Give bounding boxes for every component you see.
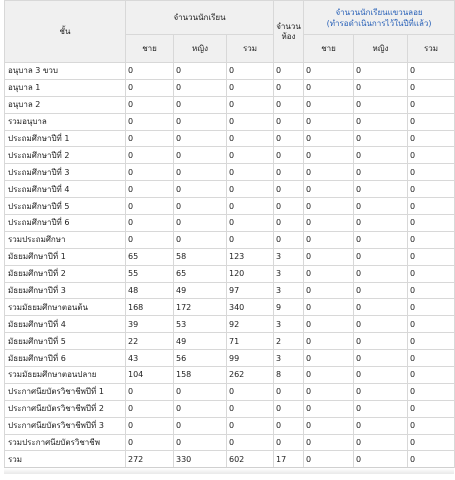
table-row bbox=[5, 63, 455, 80]
cell-b-total: 0 bbox=[408, 451, 455, 468]
cell-total: 0 bbox=[227, 383, 274, 400]
cell-total: 0 bbox=[227, 417, 274, 434]
cell-rooms: 0 bbox=[274, 434, 304, 451]
cell-male: 0 bbox=[126, 215, 174, 232]
cell-male: 39 bbox=[126, 316, 174, 333]
cell-b-male: 0 bbox=[304, 383, 354, 400]
cell-male: 48 bbox=[126, 282, 174, 299]
table-row bbox=[5, 451, 455, 468]
cell-total: 340 bbox=[227, 299, 274, 316]
cell-level: มัธยมศึกษาปีที่ 6 bbox=[5, 350, 126, 367]
student-stats-table bbox=[4, 0, 455, 468]
cell-level: รวมอนุบาล bbox=[5, 113, 126, 130]
cell-b-female: 0 bbox=[354, 282, 408, 299]
cell-b-female: 0 bbox=[354, 113, 408, 130]
cell-b-total: 0 bbox=[408, 333, 455, 350]
cell-b-female: 0 bbox=[354, 248, 408, 265]
cell-total: 97 bbox=[227, 282, 274, 299]
cell-level: อนุบาล 3 ขวบ bbox=[5, 63, 126, 80]
cell-female: 0 bbox=[174, 130, 227, 147]
cell-b-female: 0 bbox=[354, 299, 408, 316]
cell-rooms: 0 bbox=[274, 130, 304, 147]
cell-level: ประถมศึกษาปีที่ 3 bbox=[5, 164, 126, 181]
table-row bbox=[5, 333, 455, 350]
cell-b-total: 0 bbox=[408, 231, 455, 248]
cell-rooms: 0 bbox=[274, 164, 304, 181]
header-male: ชาย bbox=[126, 35, 174, 63]
panel-bottom-edge bbox=[4, 467, 454, 474]
cell-male: 0 bbox=[126, 79, 174, 96]
header-boarding-male: ชาย bbox=[304, 35, 354, 63]
cell-rooms: 0 bbox=[274, 181, 304, 198]
cell-b-total: 0 bbox=[408, 198, 455, 215]
cell-b-male: 0 bbox=[304, 333, 354, 350]
table-row bbox=[5, 147, 455, 164]
table-row bbox=[5, 400, 455, 417]
header-rooms: จำนวนห้อง bbox=[274, 1, 304, 63]
cell-b-total: 0 bbox=[408, 248, 455, 265]
cell-female: 65 bbox=[174, 265, 227, 282]
cell-rooms: 3 bbox=[274, 316, 304, 333]
cell-female: 53 bbox=[174, 316, 227, 333]
cell-b-male: 0 bbox=[304, 215, 354, 232]
header-boarding-line1: จำนวนนักเรียนแขวนลอย bbox=[335, 7, 423, 17]
cell-rooms: 3 bbox=[274, 265, 304, 282]
cell-male: 104 bbox=[126, 367, 174, 384]
header-students-group: จำนวนนักเรียน bbox=[126, 1, 274, 35]
cell-b-female: 0 bbox=[354, 198, 408, 215]
cell-b-female: 0 bbox=[354, 63, 408, 80]
cell-total: 0 bbox=[227, 181, 274, 198]
cell-male: 22 bbox=[126, 333, 174, 350]
header-level: ชั้น bbox=[5, 1, 126, 63]
cell-male: 65 bbox=[126, 248, 174, 265]
cell-b-total: 0 bbox=[408, 63, 455, 80]
cell-male: 0 bbox=[126, 181, 174, 198]
cell-b-male: 0 bbox=[304, 316, 354, 333]
cell-b-female: 0 bbox=[354, 400, 408, 417]
cell-total: 123 bbox=[227, 248, 274, 265]
cell-b-female: 0 bbox=[354, 417, 408, 434]
cell-female: 0 bbox=[174, 181, 227, 198]
cell-b-total: 0 bbox=[408, 383, 455, 400]
cell-level: ประถมศึกษาปีที่ 4 bbox=[5, 181, 126, 198]
cell-b-male: 0 bbox=[304, 434, 354, 451]
cell-level: รวมมัธยมศึกษาตอนต้น bbox=[5, 299, 126, 316]
cell-total: 0 bbox=[227, 231, 274, 248]
cell-rooms: 2 bbox=[274, 333, 304, 350]
cell-female: 0 bbox=[174, 96, 227, 113]
cell-level: มัธยมศึกษาปีที่ 2 bbox=[5, 265, 126, 282]
cell-level: รวมประถมศึกษา bbox=[5, 231, 126, 248]
header-boarding-group bbox=[304, 1, 455, 35]
cell-rooms: 8 bbox=[274, 367, 304, 384]
table-row bbox=[5, 215, 455, 232]
cell-level: ประถมศึกษาปีที่ 1 bbox=[5, 130, 126, 147]
cell-total: 0 bbox=[227, 113, 274, 130]
cell-total: 0 bbox=[227, 215, 274, 232]
cell-b-total: 0 bbox=[408, 79, 455, 96]
cell-b-total: 0 bbox=[408, 130, 455, 147]
cell-female: 0 bbox=[174, 434, 227, 451]
cell-male: 0 bbox=[126, 400, 174, 417]
cell-total: 0 bbox=[227, 79, 274, 96]
cell-b-female: 0 bbox=[354, 164, 408, 181]
table-row bbox=[5, 79, 455, 96]
cell-female: 0 bbox=[174, 198, 227, 215]
cell-total: 71 bbox=[227, 333, 274, 350]
cell-rooms: 0 bbox=[274, 400, 304, 417]
cell-b-female: 0 bbox=[354, 316, 408, 333]
cell-b-male: 0 bbox=[304, 79, 354, 96]
cell-female: 56 bbox=[174, 350, 227, 367]
cell-total: 0 bbox=[227, 434, 274, 451]
cell-rooms: 3 bbox=[274, 282, 304, 299]
cell-b-male: 0 bbox=[304, 400, 354, 417]
table-row bbox=[5, 434, 455, 451]
table-row bbox=[5, 130, 455, 147]
cell-rooms: 3 bbox=[274, 248, 304, 265]
cell-female: 0 bbox=[174, 231, 227, 248]
cell-level: ประถมศึกษาปีที่ 6 bbox=[5, 215, 126, 232]
cell-total: 0 bbox=[227, 96, 274, 113]
table-body bbox=[5, 63, 455, 468]
cell-female: 172 bbox=[174, 299, 227, 316]
cell-b-female: 0 bbox=[354, 147, 408, 164]
cell-rooms: 0 bbox=[274, 79, 304, 96]
cell-level: ประถมศึกษาปีที่ 5 bbox=[5, 198, 126, 215]
table-header bbox=[5, 1, 455, 63]
cell-male: 0 bbox=[126, 417, 174, 434]
cell-male: 0 bbox=[126, 147, 174, 164]
cell-female: 0 bbox=[174, 79, 227, 96]
cell-b-male: 0 bbox=[304, 198, 354, 215]
cell-female: 0 bbox=[174, 113, 227, 130]
cell-rooms: 0 bbox=[274, 417, 304, 434]
cell-total: 0 bbox=[227, 400, 274, 417]
cell-b-male: 0 bbox=[304, 451, 354, 468]
cell-level: ประถมศึกษาปีที่ 2 bbox=[5, 147, 126, 164]
cell-b-male: 0 bbox=[304, 367, 354, 384]
cell-b-female: 0 bbox=[354, 434, 408, 451]
cell-male: 168 bbox=[126, 299, 174, 316]
cell-b-female: 0 bbox=[354, 350, 408, 367]
cell-male: 0 bbox=[126, 96, 174, 113]
cell-level: รวมมัธยมศึกษาตอนปลาย bbox=[5, 367, 126, 384]
cell-b-male: 0 bbox=[304, 265, 354, 282]
cell-male: 272 bbox=[126, 451, 174, 468]
cell-level: รวม bbox=[5, 451, 126, 468]
table-row bbox=[5, 367, 455, 384]
cell-b-total: 0 bbox=[408, 96, 455, 113]
cell-total: 99 bbox=[227, 350, 274, 367]
cell-total: 602 bbox=[227, 451, 274, 468]
cell-b-total: 0 bbox=[408, 434, 455, 451]
table-row bbox=[5, 181, 455, 198]
cell-b-total: 0 bbox=[408, 282, 455, 299]
cell-level: ประกาศนียบัตรวิชาชีพปีที่ 2 bbox=[5, 400, 126, 417]
cell-female: 158 bbox=[174, 367, 227, 384]
cell-female: 0 bbox=[174, 164, 227, 181]
student-stats-panel bbox=[4, 0, 454, 474]
table-row bbox=[5, 350, 455, 367]
cell-total: 120 bbox=[227, 265, 274, 282]
cell-rooms: 0 bbox=[274, 63, 304, 80]
cell-female: 0 bbox=[174, 63, 227, 80]
header-boarding-total: รวม bbox=[408, 35, 455, 63]
cell-b-male: 0 bbox=[304, 417, 354, 434]
cell-total: 92 bbox=[227, 316, 274, 333]
cell-male: 0 bbox=[126, 231, 174, 248]
cell-male: 0 bbox=[126, 130, 174, 147]
cell-rooms: 3 bbox=[274, 350, 304, 367]
table-row bbox=[5, 417, 455, 434]
cell-b-total: 0 bbox=[408, 367, 455, 384]
cell-b-total: 0 bbox=[408, 181, 455, 198]
table-row bbox=[5, 299, 455, 316]
table-row bbox=[5, 198, 455, 215]
cell-rooms: 0 bbox=[274, 147, 304, 164]
cell-b-total: 0 bbox=[408, 316, 455, 333]
cell-female: 0 bbox=[174, 417, 227, 434]
table-row bbox=[5, 231, 455, 248]
cell-male: 0 bbox=[126, 434, 174, 451]
cell-b-total: 0 bbox=[408, 299, 455, 316]
cell-male: 0 bbox=[126, 198, 174, 215]
cell-female: 0 bbox=[174, 215, 227, 232]
cell-male: 0 bbox=[126, 63, 174, 80]
cell-rooms: 0 bbox=[274, 198, 304, 215]
header-boarding-line2: (ทำรอดำเนินการไว้ในปีที่แล้ว) bbox=[326, 18, 432, 28]
cell-rooms: 0 bbox=[274, 215, 304, 232]
cell-b-male: 0 bbox=[304, 130, 354, 147]
table-row bbox=[5, 383, 455, 400]
cell-b-male: 0 bbox=[304, 350, 354, 367]
cell-rooms: 9 bbox=[274, 299, 304, 316]
cell-b-male: 0 bbox=[304, 231, 354, 248]
cell-level: อนุบาล 1 bbox=[5, 79, 126, 96]
cell-b-male: 0 bbox=[304, 282, 354, 299]
cell-female: 330 bbox=[174, 451, 227, 468]
cell-b-female: 0 bbox=[354, 383, 408, 400]
cell-total: 0 bbox=[227, 164, 274, 181]
table-row bbox=[5, 164, 455, 181]
table-row bbox=[5, 113, 455, 130]
cell-b-male: 0 bbox=[304, 63, 354, 80]
cell-level: ประกาศนียบัตรวิชาชีพปีที่ 1 bbox=[5, 383, 126, 400]
cell-b-male: 0 bbox=[304, 113, 354, 130]
cell-b-total: 0 bbox=[408, 265, 455, 282]
cell-b-female: 0 bbox=[354, 451, 408, 468]
table-row bbox=[5, 96, 455, 113]
cell-total: 0 bbox=[227, 147, 274, 164]
header-total: รวม bbox=[227, 35, 274, 63]
cell-b-total: 0 bbox=[408, 400, 455, 417]
cell-total: 262 bbox=[227, 367, 274, 384]
cell-b-total: 0 bbox=[408, 350, 455, 367]
cell-level: อนุบาล 2 bbox=[5, 96, 126, 113]
cell-male: 0 bbox=[126, 113, 174, 130]
header-boarding-female: หญิง bbox=[354, 35, 408, 63]
cell-level: รวมประกาศนียบัตรวิชาชีพ bbox=[5, 434, 126, 451]
cell-b-total: 0 bbox=[408, 113, 455, 130]
cell-level: มัธยมศึกษาปีที่ 1 bbox=[5, 248, 126, 265]
table-row bbox=[5, 265, 455, 282]
cell-b-male: 0 bbox=[304, 96, 354, 113]
cell-b-male: 0 bbox=[304, 147, 354, 164]
cell-male: 55 bbox=[126, 265, 174, 282]
cell-total: 0 bbox=[227, 130, 274, 147]
cell-rooms: 0 bbox=[274, 231, 304, 248]
table-row bbox=[5, 282, 455, 299]
cell-female: 0 bbox=[174, 400, 227, 417]
cell-female: 0 bbox=[174, 383, 227, 400]
cell-b-female: 0 bbox=[354, 265, 408, 282]
cell-b-female: 0 bbox=[354, 130, 408, 147]
cell-b-female: 0 bbox=[354, 96, 408, 113]
cell-b-female: 0 bbox=[354, 367, 408, 384]
cell-b-female: 0 bbox=[354, 181, 408, 198]
cell-total: 0 bbox=[227, 63, 274, 80]
cell-female: 58 bbox=[174, 248, 227, 265]
table-row bbox=[5, 248, 455, 265]
cell-level: มัธยมศึกษาปีที่ 3 bbox=[5, 282, 126, 299]
cell-b-total: 0 bbox=[408, 417, 455, 434]
header-female: หญิง bbox=[174, 35, 227, 63]
cell-male: 0 bbox=[126, 383, 174, 400]
cell-female: 49 bbox=[174, 333, 227, 350]
cell-female: 49 bbox=[174, 282, 227, 299]
cell-rooms: 0 bbox=[274, 383, 304, 400]
cell-total: 0 bbox=[227, 198, 274, 215]
cell-b-male: 0 bbox=[304, 248, 354, 265]
cell-b-male: 0 bbox=[304, 299, 354, 316]
cell-male: 43 bbox=[126, 350, 174, 367]
cell-level: มัธยมศึกษาปีที่ 4 bbox=[5, 316, 126, 333]
cell-b-female: 0 bbox=[354, 79, 408, 96]
cell-b-female: 0 bbox=[354, 215, 408, 232]
cell-b-male: 0 bbox=[304, 164, 354, 181]
table-row bbox=[5, 316, 455, 333]
cell-b-female: 0 bbox=[354, 231, 408, 248]
cell-b-female: 0 bbox=[354, 333, 408, 350]
cell-rooms: 17 bbox=[274, 451, 304, 468]
cell-b-male: 0 bbox=[304, 181, 354, 198]
cell-male: 0 bbox=[126, 164, 174, 181]
cell-b-total: 0 bbox=[408, 147, 455, 164]
cell-rooms: 0 bbox=[274, 96, 304, 113]
cell-level: มัธยมศึกษาปีที่ 5 bbox=[5, 333, 126, 350]
cell-b-total: 0 bbox=[408, 164, 455, 181]
cell-female: 0 bbox=[174, 147, 227, 164]
cell-rooms: 0 bbox=[274, 113, 304, 130]
cell-b-total: 0 bbox=[408, 215, 455, 232]
cell-level: ประกาศนียบัตรวิชาชีพปีที่ 3 bbox=[5, 417, 126, 434]
